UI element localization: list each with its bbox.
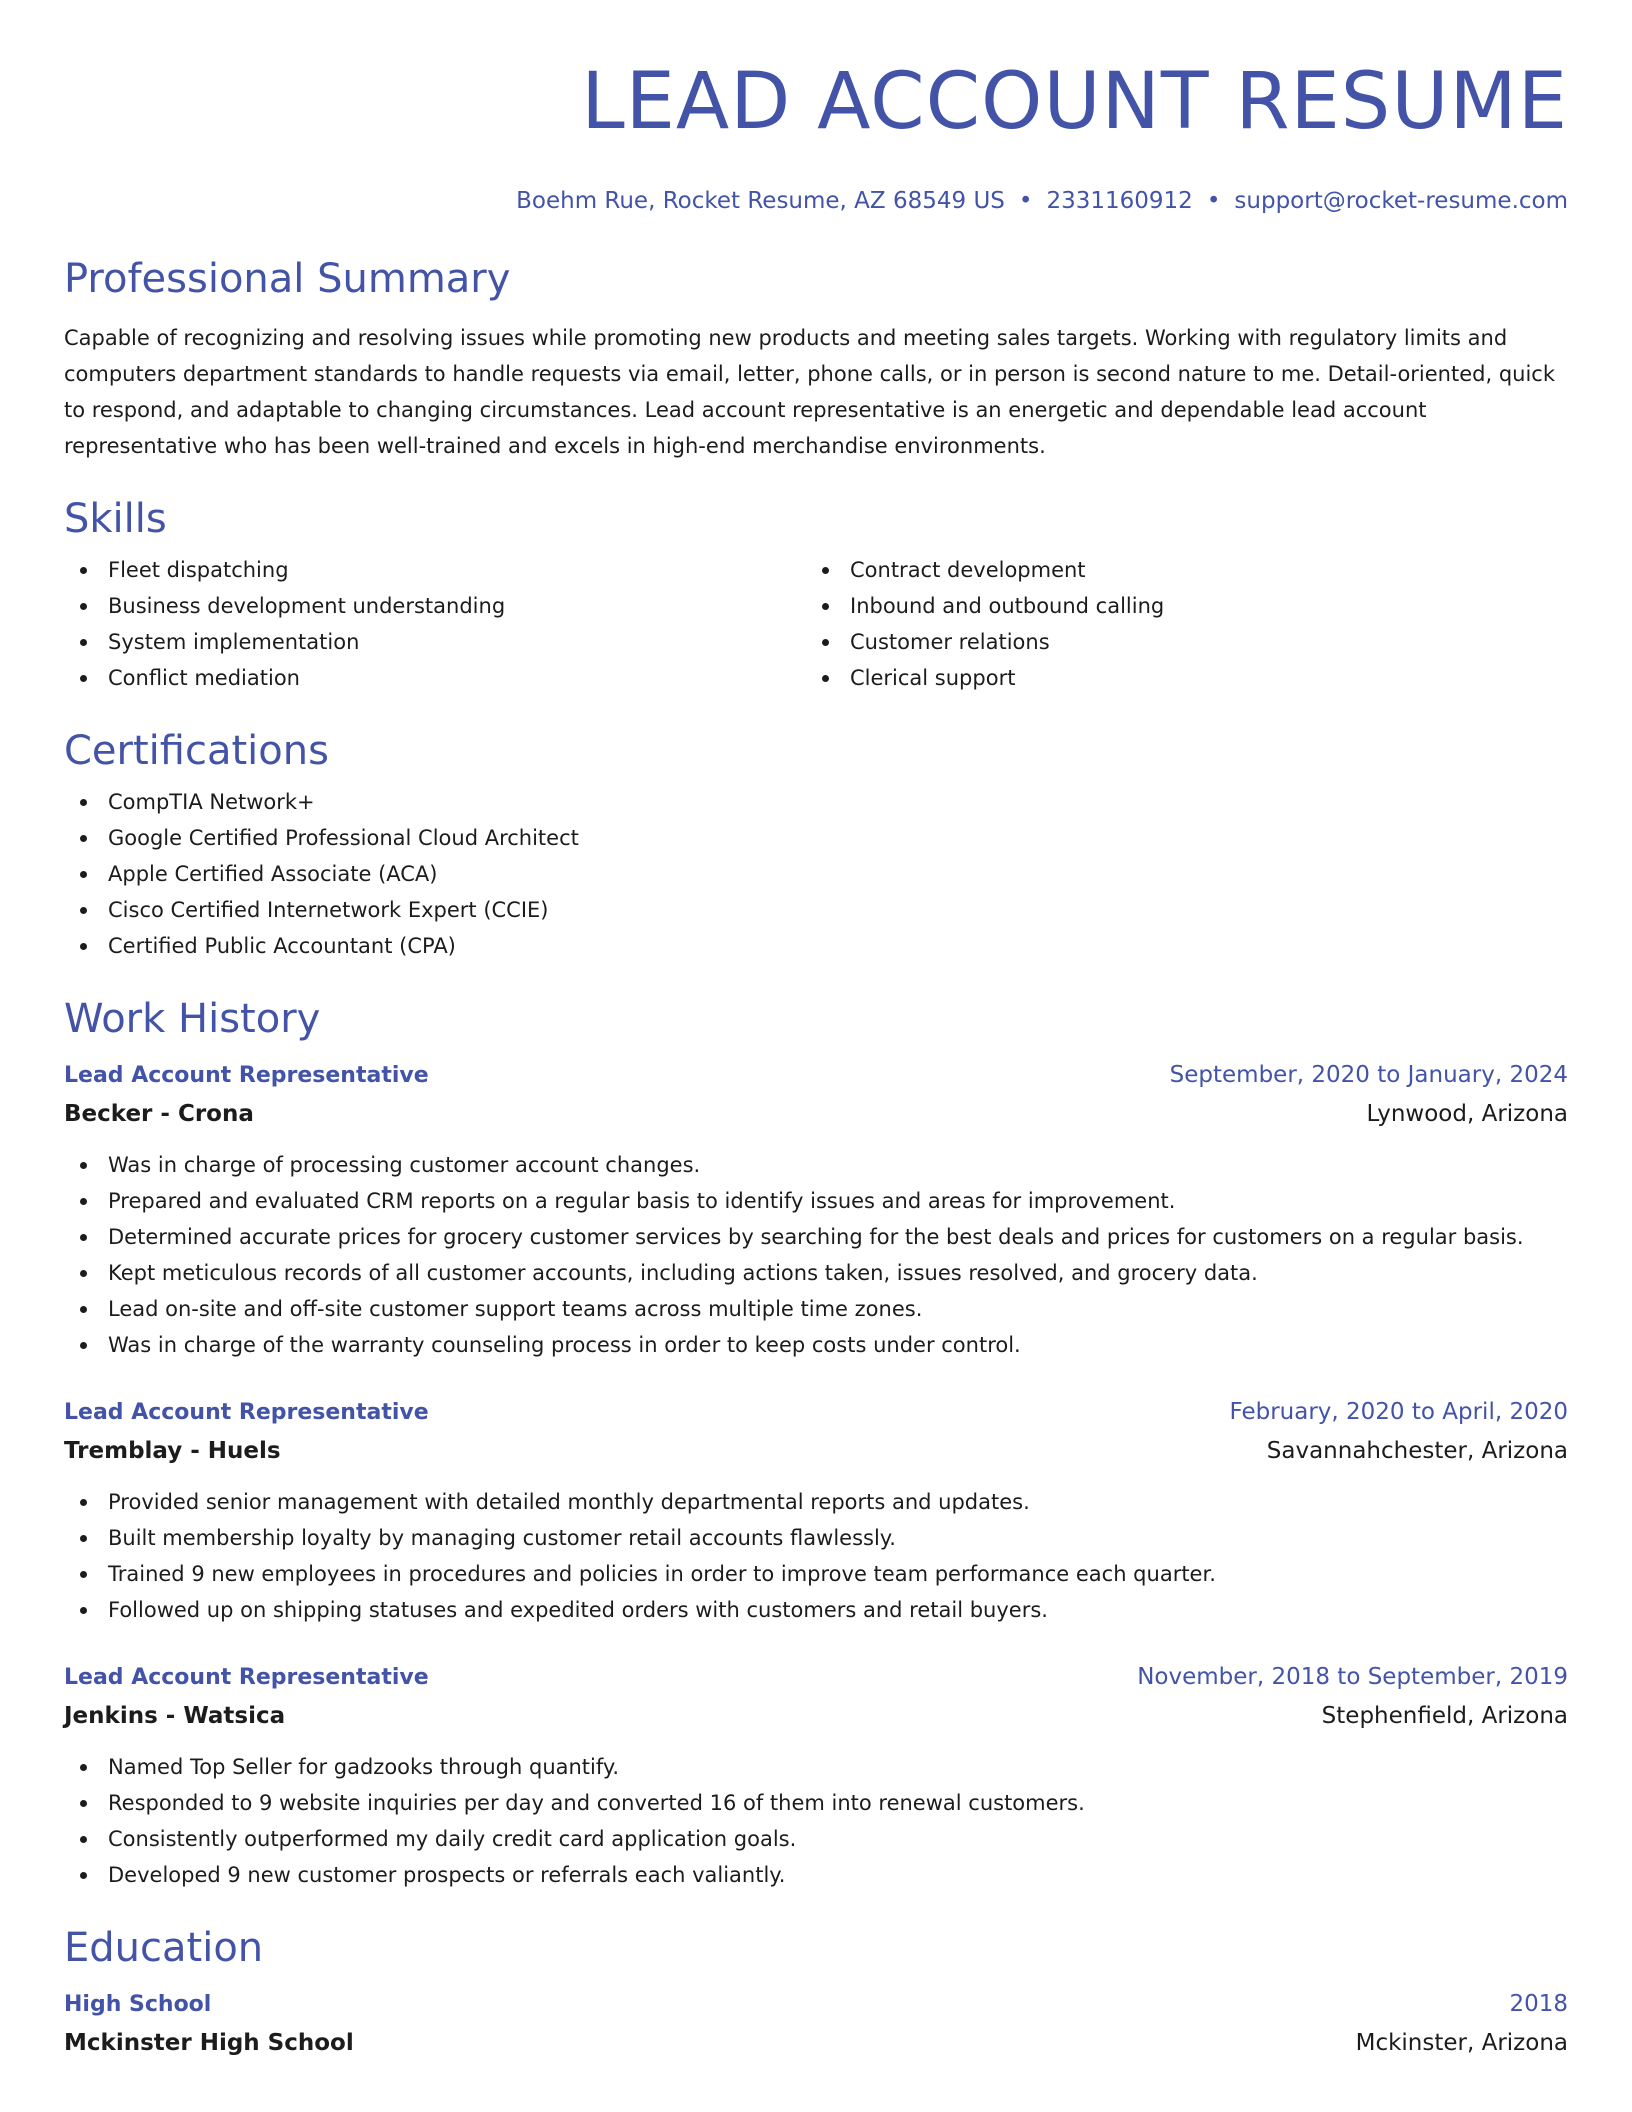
job-company: Becker - Crona — [64, 1101, 254, 1127]
skill-item: Conflict mediation — [64, 660, 806, 696]
skill-item: Inbound and outbound calling — [806, 588, 1548, 624]
education-degree: High School — [64, 1992, 212, 2017]
job-location: Lynwood, Arizona — [1366, 1101, 1568, 1127]
job-company-row — [64, 1697, 1568, 1735]
skills-list-left — [64, 552, 806, 696]
resume-title: LEAD ACCOUNT RESUME — [581, 57, 1568, 147]
job-dates: February, 2020 to April, 2020 — [1229, 1399, 1568, 1425]
work-history-section — [64, 994, 1568, 1893]
contact-address: Boehm Rue, Rocket Resume, AZ 68549 US — [516, 188, 1005, 214]
education-heading: Education — [64, 1925, 264, 1971]
certification-item: Cisco Certified Internetwork Expert (CCIE) — [64, 892, 1568, 928]
job-title: Lead Account Representative — [64, 1400, 429, 1425]
skill-item: Contract development — [806, 552, 1548, 588]
contact-phone: 2331160912 — [1046, 188, 1193, 214]
education-location: Mckinster, Arizona — [1355, 2030, 1568, 2056]
contact-email: support@rocket-resume.com — [1234, 188, 1568, 214]
skills-grid — [64, 552, 1568, 696]
job-entry — [64, 1393, 1568, 1628]
job-header-row — [64, 1393, 1568, 1432]
job-company-row — [64, 1095, 1568, 1133]
job-title: Lead Account Representative — [64, 1665, 429, 1690]
job-duty-item: Lead on-site and off-site customer support teams across multiple time zones. — [64, 1291, 1568, 1327]
job-location: Stephenfield, Arizona — [1321, 1703, 1568, 1729]
skill-item: Clerical support — [806, 660, 1548, 696]
education-header-row — [64, 1985, 1568, 2024]
job-duty-item: Trained 9 new employees in procedures and policies in order to improve team performance each quarter. — [64, 1556, 1568, 1592]
summary-section — [64, 254, 1568, 464]
education-section — [64, 1923, 1568, 2062]
job-duty-item: Named Top Seller for gadzooks through quantify. — [64, 1749, 1568, 1785]
job-duty-item: Determined accurate prices for grocery customer services by searching for the best deals and prices for customers on a regular basis. — [64, 1219, 1568, 1255]
skill-item: Customer relations — [806, 624, 1548, 660]
certification-item: Google Certified Professional Cloud Architect — [64, 820, 1568, 856]
education-entry — [64, 1985, 1568, 2062]
skill-item: Business development understanding — [64, 588, 806, 624]
certification-item: Apple Certified Associate (ACA) — [64, 856, 1568, 892]
summary-text: Capable of recognizing and resolving issues while promoting new products and meeting sales targets. Working with regulatory limits and computers department standards to handle requests via email, letter, phone calls, or in person is second nature to me. Detail-oriented, quick to respond, and adaptable to changing circumstances. Lead account representative is an energetic and dependable lead account representative who has been well-trained and excels in high-end merchandise environments. — [64, 326, 1555, 458]
work-history-heading: Work History — [64, 996, 321, 1042]
job-entry — [64, 1658, 1568, 1893]
education-school: Mckinster High School — [64, 2030, 354, 2056]
contact-separator: • — [1206, 188, 1221, 214]
job-duties-list — [64, 1749, 1568, 1893]
job-duty-item: Prepared and evaluated CRM reports on a regular basis to identify issues and areas for improvement. — [64, 1183, 1568, 1219]
skill-item: Fleet dispatching — [64, 552, 806, 588]
job-duty-item: Consistently outperformed my daily credit card application goals. — [64, 1821, 1568, 1857]
job-duty-item: Built membership loyalty by managing customer retail accounts flawlessly. — [64, 1520, 1568, 1556]
job-dates: September, 2020 to January, 2024 — [1169, 1062, 1568, 1088]
contact-separator: • — [1018, 188, 1033, 214]
job-company-row — [64, 1432, 1568, 1470]
job-duty-item: Was in charge of the warranty counseling process in order to keep costs under control. — [64, 1327, 1568, 1363]
resume-page — [64, 0, 1568, 2062]
skill-item: System implementation — [64, 624, 806, 660]
certifications-heading: Certifications — [64, 728, 329, 774]
education-school-row — [64, 2024, 1568, 2062]
certifications-list — [64, 784, 1568, 964]
job-duty-item: Kept meticulous records of all customer accounts, including actions taken, issues resolved, and grocery data. — [64, 1255, 1568, 1291]
job-dates: November, 2018 to September, 2019 — [1137, 1664, 1568, 1690]
job-duty-item: Followed up on shipping statuses and expedited orders with customers and retail buyers. — [64, 1592, 1568, 1628]
job-duty-item: Was in charge of processing customer account changes. — [64, 1147, 1568, 1183]
certification-item: CompTIA Network+ — [64, 784, 1568, 820]
certification-item: Certified Public Accountant (CPA) — [64, 928, 1568, 964]
skills-section — [64, 494, 1568, 696]
education-year: 2018 — [1509, 1991, 1568, 2017]
contact-line — [64, 186, 1568, 216]
job-location: Savannahchester, Arizona — [1266, 1438, 1568, 1464]
certifications-section — [64, 726, 1568, 964]
skills-heading: Skills — [64, 496, 167, 542]
job-company: Jenkins - Watsica — [64, 1703, 286, 1729]
job-company: Tremblay - Huels — [64, 1438, 281, 1464]
job-title: Lead Account Representative — [64, 1063, 429, 1088]
job-duties-list — [64, 1147, 1568, 1363]
skills-list-right — [806, 552, 1548, 696]
job-header-row — [64, 1056, 1568, 1095]
job-header-row — [64, 1658, 1568, 1697]
summary-heading: Professional Summary — [64, 256, 511, 302]
job-entry — [64, 1056, 1568, 1363]
job-duty-item: Developed 9 new customer prospects or referrals each valiantly. — [64, 1857, 1568, 1893]
job-duty-item: Responded to 9 website inquiries per day and converted 16 of them into renewal customers. — [64, 1785, 1568, 1821]
job-duties-list — [64, 1484, 1568, 1628]
job-duty-item: Provided senior management with detailed monthly departmental reports and updates. — [64, 1484, 1568, 1520]
